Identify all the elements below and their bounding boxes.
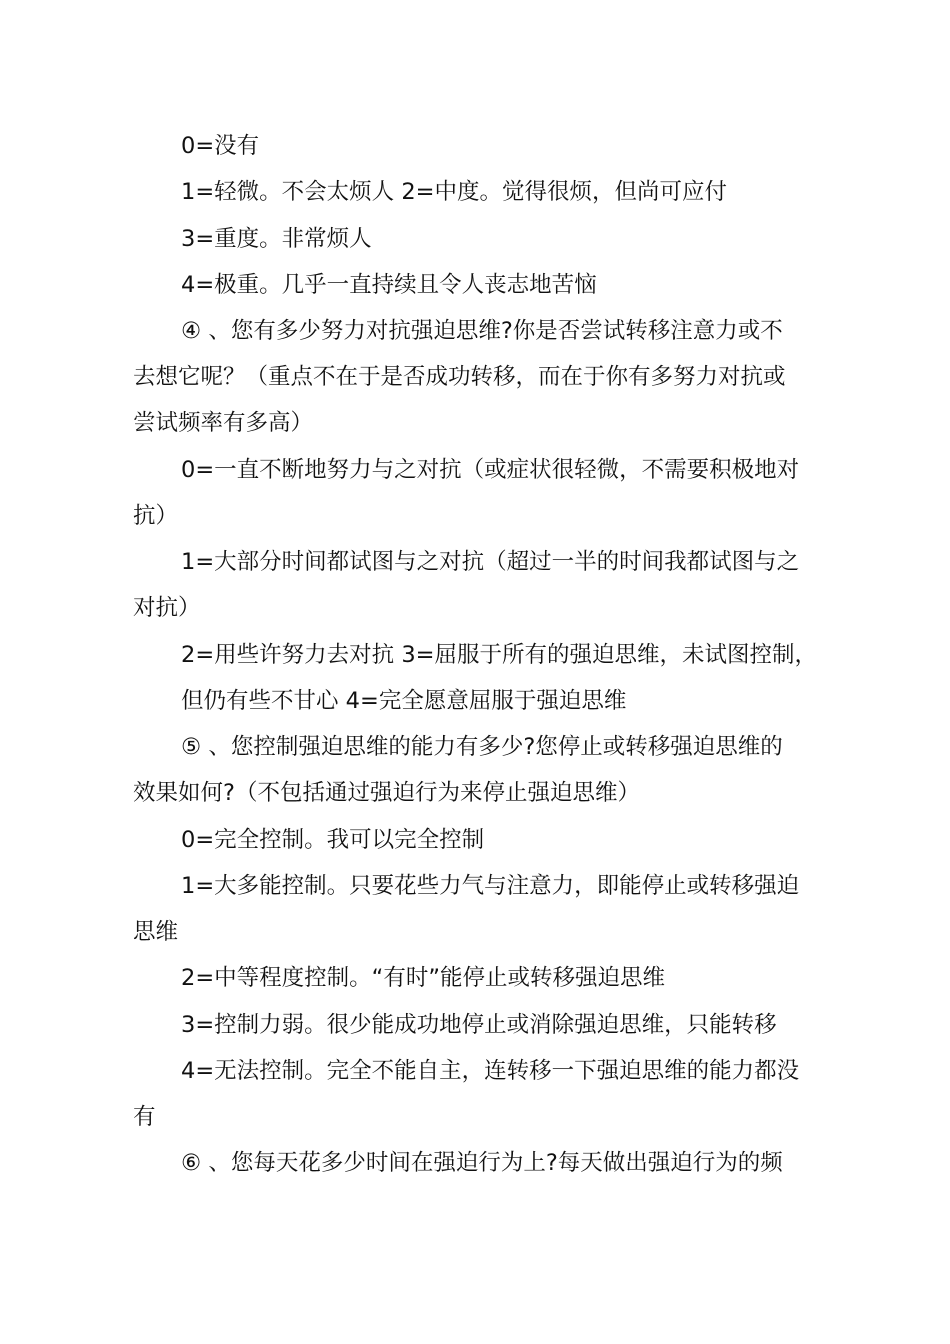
text-line: 效果如何?（不包括通过强迫行为来停止强迫思维） [133, 780, 640, 806]
text-line: 2=用些许努力去对抗 3=屈服于所有的强迫思维，未试图控制， [181, 642, 817, 668]
text-line: 思维 [133, 919, 179, 945]
text-line: 0=完全控制。我可以完全控制 [181, 827, 485, 853]
text-line: 1=轻微。不会太烦人 2=中度。觉得很烦，但尚可应付 [181, 179, 727, 205]
text-line: 0=没有 [181, 133, 260, 159]
text-line: 去想它呢？（重点不在于是否成功转移，而在于你有多努力对抗或 [133, 364, 786, 390]
text-line: 尝试频率有多高） [133, 410, 314, 436]
text-line: 对抗） [133, 595, 201, 621]
text-line: 1=大多能控制。只要花些力气与注意力，即能停止或转移强迫 [181, 873, 800, 899]
text-line: 2=中等程度控制。“有时”能停止或转移强迫思维 [181, 965, 665, 991]
text-line: 0=一直不断地努力与之对抗（或症状很轻微，不需要积极地对 [181, 457, 800, 483]
question-heading: ⑤ 、您控制强迫思维的能力有多少?您停止或转移强迫思维的 [181, 734, 783, 760]
text-line: 有 [133, 1104, 156, 1130]
text-line: 3=重度。非常烦人 [181, 226, 372, 252]
text-line: 1=大部分时间都试图与之对抗（超过一半的时间我都试图与之 [181, 549, 800, 575]
question-heading: ⑥ 、您每天花多少时间在强迫行为上?每天做出强迫行为的频 [181, 1150, 783, 1176]
text-line: 抗） [133, 503, 179, 529]
question-heading: ④ 、您有多少努力对抗强迫思维?你是否尝试转移注意力或不 [181, 318, 783, 344]
text-line: 3=控制力弱。很少能成功地停止或消除强迫思维，只能转移 [181, 1012, 777, 1038]
text-line: 4=极重。几乎一直持续且令人丧志地苦恼 [181, 272, 597, 298]
text-line: 但仍有些不甘心 4=完全愿意屈服于强迫思维 [181, 688, 627, 714]
text-line: 4=无法控制。完全不能自主，连转移一下强迫思维的能力都没 [181, 1058, 800, 1084]
